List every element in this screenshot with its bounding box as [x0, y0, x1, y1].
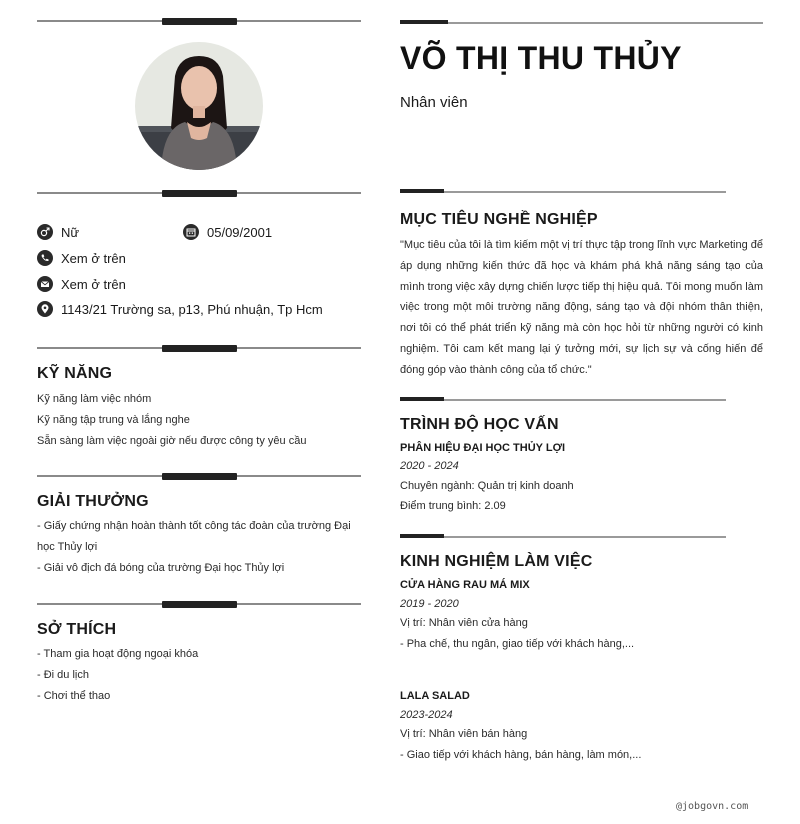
job-company: CỬA HÀNG RAU MÁ MIX — [400, 579, 530, 591]
job-position: Vị trí: Nhân viên bán hàng — [400, 728, 528, 740]
award-item: - Giấy chứng nhận hoàn thành tốt công tác đoàn của trường Đại — [37, 520, 351, 532]
job-description: - Pha chế, thu ngân, giao tiếp với khách hàng,... — [400, 638, 635, 650]
profile-divider — [37, 189, 361, 198]
objective-text: "Mục tiêu của tôi là tìm kiếm một vị trí thực tập trong lĩnh vực Marketing để áp dụng những kiến thức đã học và khám phá khả năng sáng tạo của mình trong việc xây dựng chiến lược tiếp thị hiệu quả. Tôi mong muốn làm việc trong một môi trường năng động, sáng tạo và đội nhóm thân thiện, nơi tôi có thể phát triển kỹ năng mà còn học hỏi từ những người có kinh nghiệm. Tôi cam kết mang lại ý tưởng mới, sự lịch sự và cống hiến để đóng góp vào thành công của tổ chức." — [400, 239, 763, 376]
job-period: 2019 - 2020 — [400, 598, 459, 610]
email-value: Xem ở trên — [61, 276, 126, 292]
hobbies-list — [37, 644, 363, 707]
top-left-divider — [37, 17, 361, 26]
header-divider — [400, 20, 763, 26]
gender-row — [37, 224, 79, 240]
objective-divider — [400, 189, 726, 195]
skills-heading: KỸ NĂNG — [37, 365, 113, 382]
email-row — [37, 276, 126, 292]
candidate-name: VÕ THỊ THU THỦY — [400, 40, 682, 76]
objective-heading: MỤC TIÊU NGHỀ NGHIỆP — [400, 211, 598, 228]
job-period: 2023-2024 — [400, 709, 453, 721]
address-row — [37, 301, 323, 317]
birthday-row — [183, 224, 272, 240]
avatar-photo — [135, 42, 263, 170]
experience-divider — [400, 534, 726, 540]
awards-divider — [37, 472, 361, 481]
education-heading: TRÌNH ĐỘ HỌC VẤN — [400, 416, 559, 433]
candidate-title: Nhân viên — [400, 94, 468, 111]
education-period: 2020 - 2024 — [400, 460, 459, 472]
award-item: - Giải vô địch đá bóng của trường Đại học Thủy lợi — [37, 562, 285, 574]
job-company: LALA SALAD — [400, 690, 470, 702]
phone-value: Xem ở trên — [61, 250, 126, 266]
education-gpa: Điểm trung bình: 2.09 — [400, 500, 506, 512]
skills-divider — [37, 344, 361, 353]
education-school: PHÂN HIỆU ĐẠI HỌC THỦY LỢI — [400, 442, 566, 454]
watermark: @jobgovn.com — [676, 801, 749, 812]
awards-heading: GIẢI THƯỞNG — [37, 493, 149, 510]
address-value: 1143/21 Trường sa, p13, Phú nhuận, Tp Hcm — [61, 301, 323, 317]
experience-heading: KINH NGHIỆM LÀM VIỆC — [400, 553, 593, 570]
phone-icon — [37, 250, 53, 266]
hobbies-divider — [37, 600, 361, 609]
skills-list — [37, 389, 363, 452]
hobby-item: - Đi du lịch — [37, 669, 89, 681]
email-icon — [37, 276, 53, 292]
location-pin-icon — [37, 301, 53, 317]
calendar-icon — [183, 224, 199, 240]
skill-item: Kỹ năng tập trung và lắng nghe — [37, 414, 190, 426]
award-item: học Thủy lợi — [37, 541, 98, 553]
skill-item: Kỹ năng làm việc nhóm — [37, 393, 152, 405]
hobbies-heading: SỞ THÍCH — [37, 621, 117, 638]
job-position: Vị trí: Nhân viên cửa hàng — [400, 617, 528, 629]
awards-list — [37, 516, 363, 579]
phone-row — [37, 250, 126, 266]
skill-item: Sẵn sàng làm việc ngoài giờ nếu được công ty yêu cầu — [37, 435, 307, 447]
avatar — [135, 42, 263, 170]
education-divider — [400, 397, 726, 403]
birthday-value: 05/09/2001 — [207, 224, 273, 240]
hobby-item: - Chơi thể thao — [37, 690, 111, 702]
education-major: Chuyên ngành: Quản trị kinh doanh — [400, 480, 574, 492]
gender-icon — [37, 224, 53, 240]
job-description: - Giao tiếp với khách hàng, bán hàng, làm món,... — [400, 749, 642, 761]
gender-value: Nữ — [61, 224, 80, 240]
hobby-item: - Tham gia hoạt động ngoại khóa — [37, 648, 199, 660]
